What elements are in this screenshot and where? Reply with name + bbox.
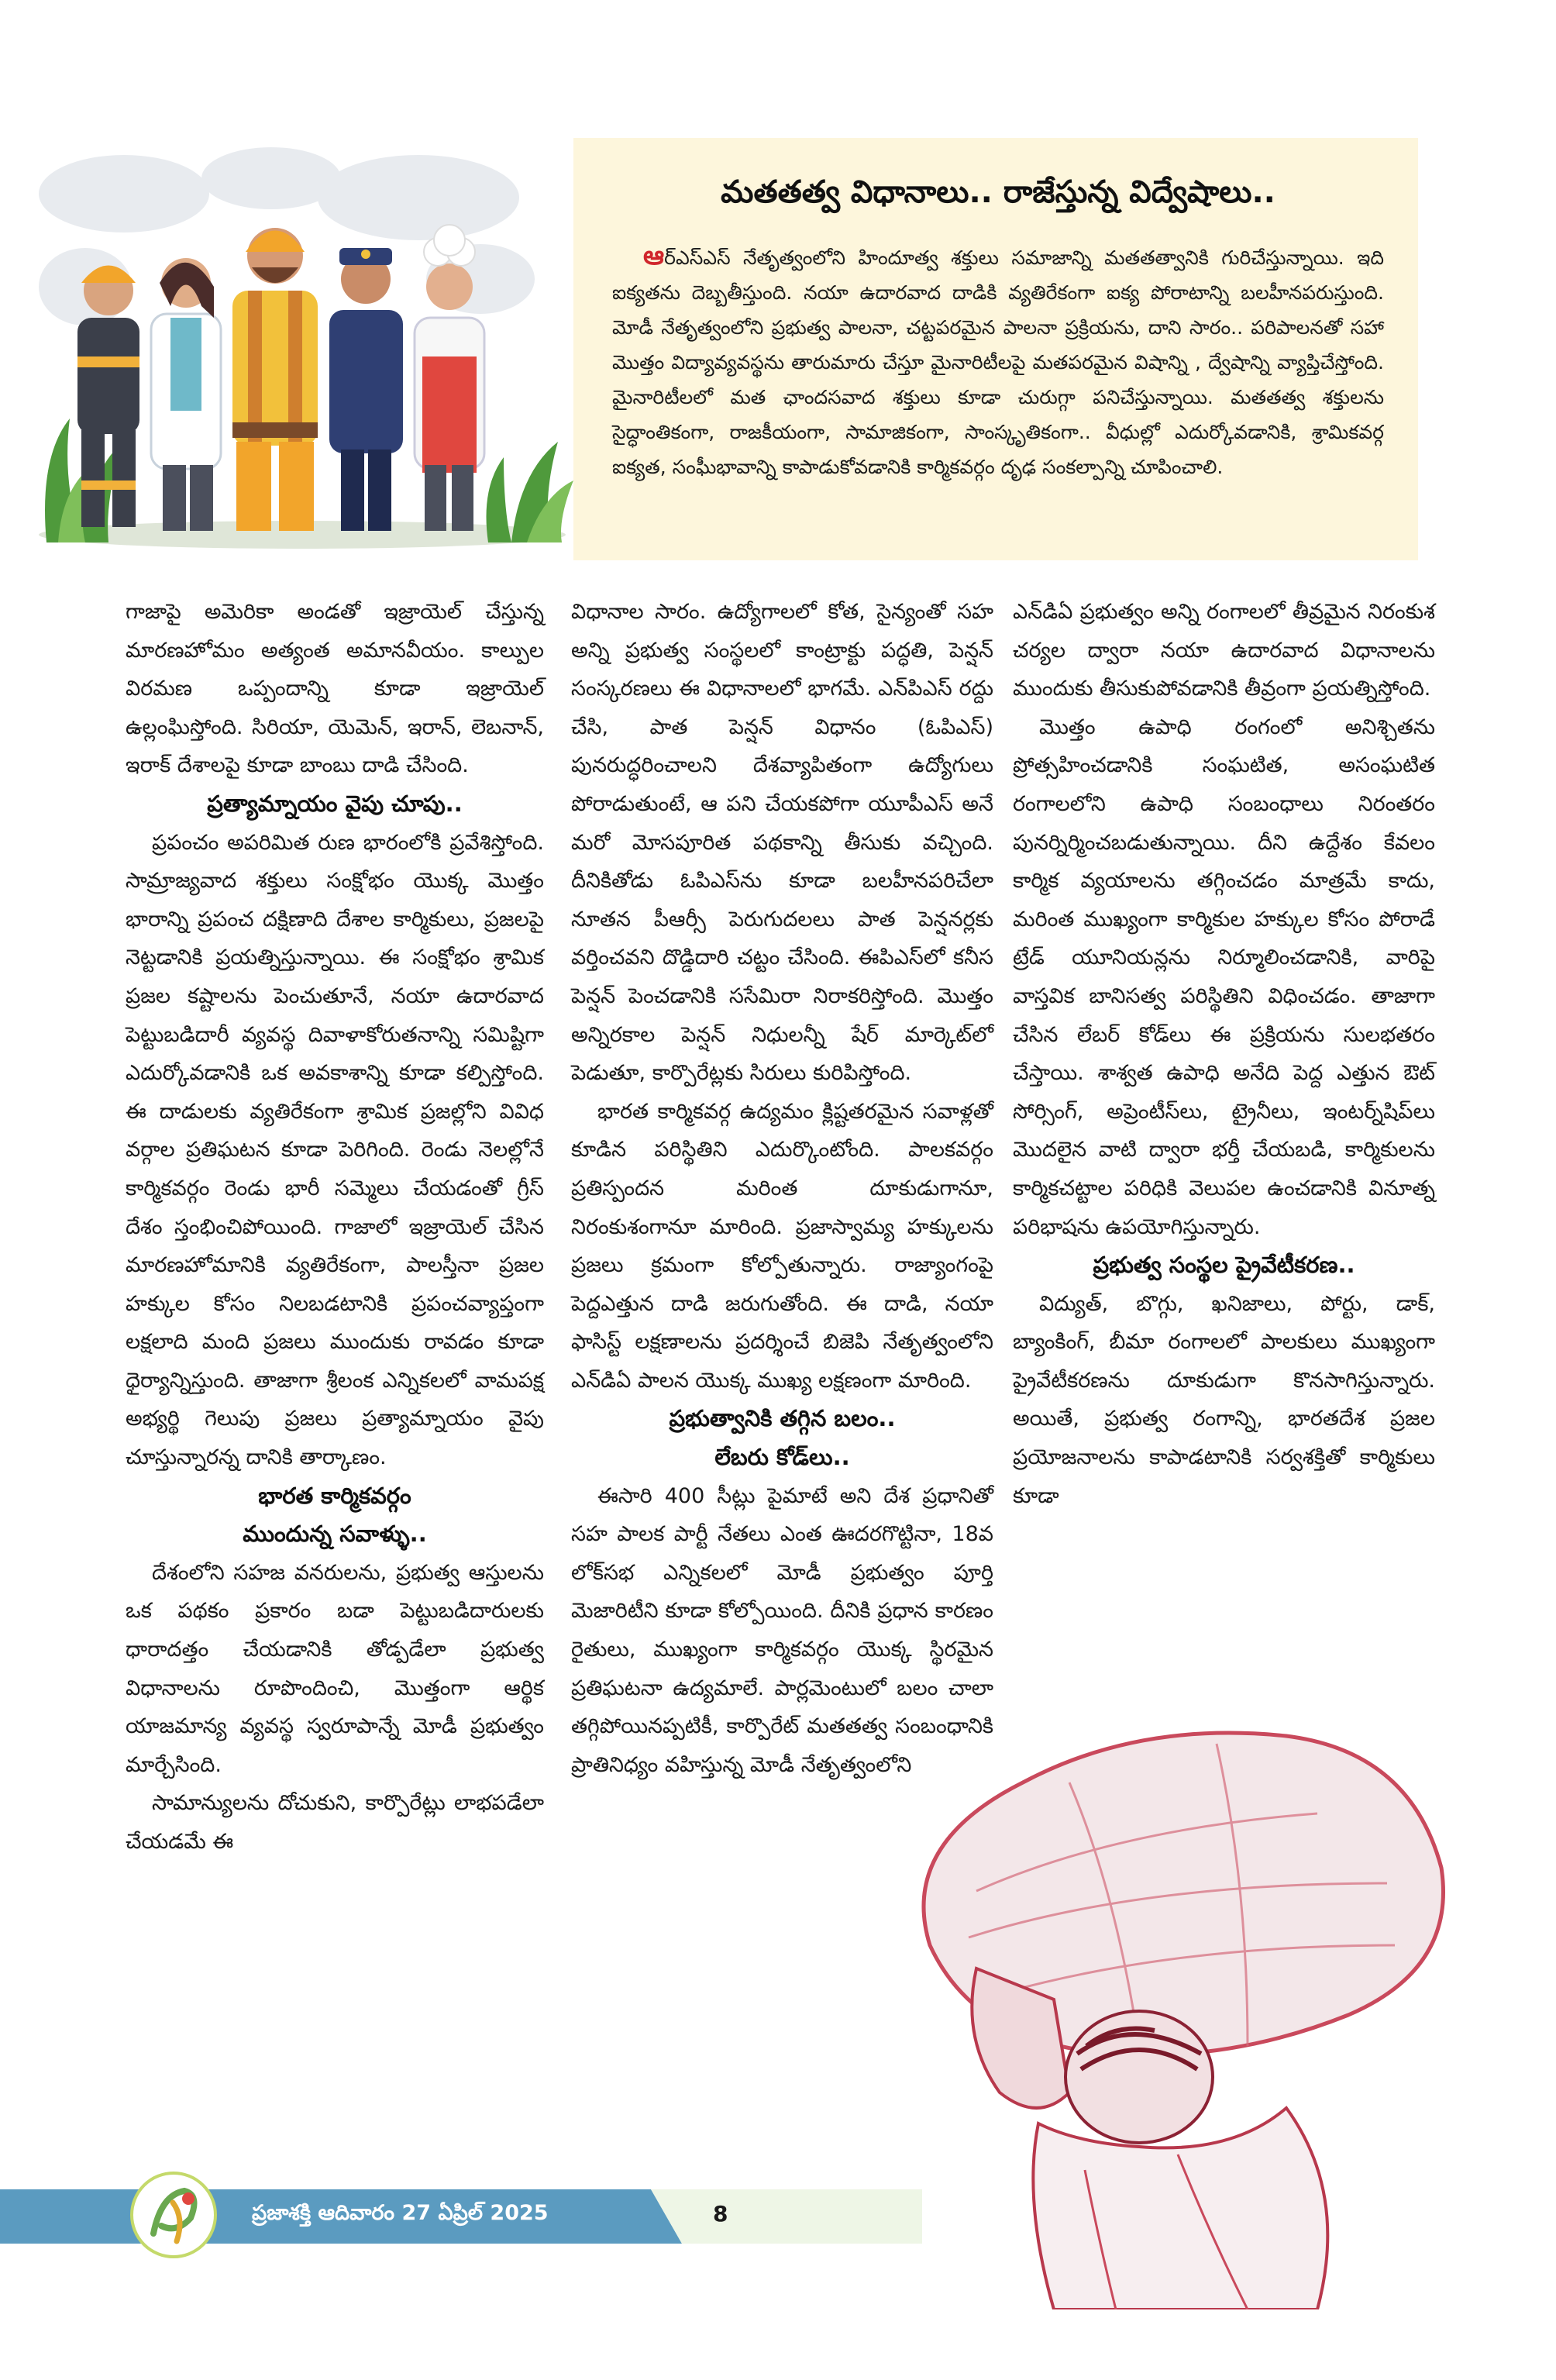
subheading: లేబరు కోడ్‌లు..: [714, 1444, 850, 1471]
article-column-3: [1013, 593, 1435, 1515]
article-column-1: [126, 593, 544, 1862]
paragraph: మొత్తం ఉపాధి రంగంలో అనిశ్చితను ప్రోత్సహించడానికి సంఘటిత, అసంఘటిత రంగాలలోని ఉపాధి సంబంధాలు నిరంతరం పునర్నిర్మించబడుతున్నాయి. దీని ఉద్దేశం కేవలం కార్మిక వ్యయాలను తగ్గించడం మాత్రమే కాదు, మరింత ముఖ్యంగా కార్మికుల హక్కుల కోసం పోరాడే ట్రేడ్‌ యూనియన్లను నిర్మూలించడానికి, వారిపై వాస్తవిక బానిసత్వ పరిస్థితిని విధించడం. తాజాగా చేసిన లేబర్‌ కోడ్‌లు ఈ ప్రక్రియను సులభతరం చేస్తాయి. శాశ్వత ఉపాధి అనేది పెద్ద ఎత్తున ఔట్‌ సోర్సింగ్‌, అప్రెంటీస్‌లు, ట్రైనీలు, ఇంటర్న్‌షిప్‌లు మొదలైన వాటి ద్వారా భర్తీ చేయబడి, కార్మికులను కార్మికచట్టాల పరిధికి వెలుపల ఉంచడానికి వినూత్న పరిభాషను ఉపయోగిస్తున్నారు.: [1013, 715, 1435, 1239]
workers-illustration: [15, 124, 581, 558]
paragraph: దేశంలోని సహజ వనరులను, ప్రభుత్వ ఆస్తులను ఒక పథకం ప్రకారం బడా పెట్టుబడిదారులకు ధారాదత్తం చేయడానికి తోడ్పడేలా ప్రభుత్వ విధానాలను రూపొందించి, మొత్తంగా ఆర్థిక యాజమాన్య వ్యవస్థ స్వరూపాన్నే మోడీ ప్రభుత్వం మార్చేసింది.: [126, 1560, 544, 1777]
highlight-title: మతతత్వ విధానాలు.. రాజేస్తున్న విద్వేషాలు..: [721, 174, 1275, 210]
paragraph: గాజాపై అమెరికా అండతో ఇజ్రాయెల్‌ చేస్తున్న మారణహోమం అత్యంత అమానవీయం. కాల్పుల విరమణ ఒప్పందాన్ని కూడా ఇజ్రాయెల్‌ ఉల్లంఘిస్తోంది. సిరియా, యెమెన్‌, ఇరాన్‌, లెబనాన్‌, ఇరాక్‌ దేశాలపై కూడా బాంబు దాడి చేసింది.: [126, 600, 544, 778]
subheading: ముందున్న సవాళ్ళు..: [243, 1521, 427, 1548]
paragraph: ఈసారి 400 సీట్లు పైమాటే అని దేశ ప్రధానితో సహ పాలక పార్టీ నేతలు ఎంత ఊదరగొట్టినా, 18వ లోక్‌సభ ఎన్నికలలో మోడీ ప్రభుత్వం పూర్తి మెజారిటీని కూడా కోల్పోయింది. దీనికి ప్రధాన కారణం రైతులు, ముఖ్యంగా కార్మికవర్గం యొక్క స్థిరమైన ప్రతిఘటనా ఉద్యమాలే. పార్లమెంటులో బలం చాలా తగ్గిపోయినప్పటికీ, కార్పొరేట్‌ మతతత్వ సంబంధానికి ప్రాతినిధ్యం వహిస్తున్న మోడీ నేతృత్వంలోని: [571, 1483, 993, 1777]
highlight-box: [573, 138, 1418, 560]
subheading: ప్రత్యామ్నాయం వైపు చూపు..: [207, 790, 463, 817]
paragraph: ప్రపంచం అపరిమిత రుణ భారంలోకి ప్రవేశిస్తోంది. సామ్రాజ్యవాద శక్తులు సంక్షోభం యొక్క మొత్తం భారాన్ని ప్రపంచ దక్షిణాది దేశాల కార్మికులు, ప్రజలపై నెట్టడానికి ప్రయత్నిస్తున్నాయి. ఈ సంక్షోభం శ్రామిక ప్రజల కష్టాలను పెంచుతూనే, నయా ఉదారవాద పెట్టుబడిదారీ వ్యవస్థ దివాళాకోరుతనాన్ని సమిష్టిగా ఎదుర్కోవడానికి ఒక అవకాశాన్ని కూడా కల్పిస్తోంది. ఈ దాడులకు వ్యతిరేకంగా శ్రామిక ప్రజల్లోని వివిధ వర్గాల ప్రతిఘటన కూడా పెరిగింది. రెండు నెలల్లోనే కార్మికవర్గం రెండు భారీ సమ్మెలు చేయడంతో గ్రీస్‌ దేశం స్తంభించిపోయింది. గాజాలో ఇజ్రాయెల్‌ చేసిన మారణహోమానికి వ్యతిరేకంగా, పాలస్తీనా ప్రజల హక్కుల కోసం నిలబడటానికి ప్రపంచవ్యాప్తంగా లక్షలాది మంది ప్రజలు ముందుకు రావడం కూడా ధైర్యాన్నిస్తుంది. తాజాగా శ్రీలంక ఎన్నికలలో వామపక్ష అభ్యర్థి గెలుపు ప్రజలు ప్రత్యామ్నాయం వైపు చూస్తున్నారన్న దానికి తార్కాణం.: [126, 830, 544, 1470]
paragraph: ఎన్‌డిఏ ప్రభుత్వం అన్ని రంగాలలో తీవ్రమైన నిరంకుశ చర్యల ద్వారా నయా ఉదారవాద విధానాలను ముందుకు తీసుకుపోవడానికి తీవ్రంగా ప్రయత్నిస్తోంది.: [1013, 600, 1435, 701]
highlight-body: ర్‌ఎస్‌ఎస్‌ నేతృత్వంలోని హిందూత్వ శక్తులు సమాజాన్ని మతతత్వానికి గురిచేస్తున్నాయి. ఇది ఐక్యతను దెబ్బతీస్తుంది. నయా ఉదారవాద దాడికి వ్యతిరేకంగా ఐక్య పోరాటాన్ని బలహీనపరుస్తుంది. మోడీ నేతృత్వంలోని ప్రభుత్వ పాలనా, చట్టపరమైన పాలనా ప్రక్రియను, దాని సారం.. పరిపాలనతో సహా మొత్తం విద్యావ్యవస్థను తారుమారు చేస్తూ మైనారిటీలపై మతపరమైన విషాన్ని , ద్వేషాన్ని వ్యాప్తిచేస్తోంది. మైనారిటీలలో మత ఛాందసవాద శక్తులు కూడా చురుగ్గా పనిచేస్తున్నాయి. మతతత్వ శక్తులను సైద్ధాంతికంగా, రాజకీయంగా, సామాజికంగా, సాంస్కృతికంగా.. వీధుల్లో ఎదుర్కోవడానికి, శ్రామికవర్గ ఐక్యత, సంఘీభావాన్ని కాపాడుకోవడానికి కార్మికవర్గం దృఢ సంకల్పాన్ని చూపించాలి.: [612, 246, 1384, 478]
page-number: 8: [713, 2201, 728, 2227]
paragraph: భారత కార్మికవర్గ ఉద్యమం క్లిష్టతరమైన సవాళ్లతో కూడిన పరిస్థితిని ఎదుర్కొంటోంది. పాలకవర్గం ప్రతిస్పందన మరింత దూకుడుగానూ, నిరంకుశంగానూ మారింది. ప్రజాస్వామ్య హక్కులను ప్రజలు క్రమంగా కోల్పోతున్నారు. రాజ్యాంగంపై పెద్దఎత్తున దాడి జరుగుతోంది. ఈ దాడి, నయా ఫాసిస్ట్‌ లక్షణాలను ప్రదర్శించే బిజెపి నేతృత్వంలోని ఎన్‌డిఏ పాలన యొక్క ముఖ్య లక్షణంగా మారింది.: [571, 1099, 993, 1393]
subheading: ప్రభుత్వ సంస్థల ప్రైవేటీకరణ..: [1093, 1252, 1355, 1279]
prajasakti-logo-icon: [130, 2172, 217, 2258]
subheading: ప్రభుత్వానికి తగ్గిన బలం..: [669, 1405, 896, 1432]
highlight-dropcap: ఆ: [643, 240, 665, 271]
paragraph: విధానాల సారం. ఉద్యోగాలలో కోత, సైన్యంతో సహ అన్ని ప్రభుత్వ సంస్థలలో కాంట్రాక్టు పద్ధతి, పెన్షన్‌ సంస్కరణలు ఈ విధానాలలో భాగమే. ఎన్‌పిఎస్‌ రద్దు చేసి, పాత పెన్షన్‌ విధానం (ఓపిఎస్‌) పునరుద్ధరించాలని దేశవ్యాపితంగా ఉద్యోగులు పోరాడుతుంటే, ఆ పని చేయకపోగా యూపీఎస్‌ అనే మరో మోసపూరిత పథకాన్ని తీసుకు వచ్చింది. దీనికితోడు ఓపిఎస్‌ను కూడా బలహీనపరిచేలా నూతన పీఆర్సీ పెరుగుదలలు పాత పెన్షనర్లకు వర్తించవని దొడ్డిదారి చట్టం చేసింది. ఈపిఎస్‌లో కనీస పెన్షన్‌ పెంచడానికి ససేమిరా నిరాకరిస్తోంది. మొత్తం అన్నిరకాల పెన్షన్‌ నిధులన్నీ షేర్‌ మార్కెట్‌లో పెడుతూ, కార్పొరేట్లకు సిరులు కురిపిస్తోంది.: [571, 600, 993, 1086]
labourer-illustration: [883, 1689, 1472, 2309]
subheading: భారత కార్మికవర్గం: [258, 1482, 411, 1509]
article-column-2: [571, 593, 993, 1784]
paragraph: విద్యుత్‌, బొగ్గు, ఖనిజాలు, పోర్టు, డాక్‌, బ్యాంకింగ్‌, బీమా రంగాలలో పాలకులు ముఖ్యంగా ప్రైవేటీకరణను దూకుడుగా కొనసాగిస్తున్నారు. అయితే, ప్రభుత్వ రంగాన్ని, భారతదేశ ప్రజల ప్రయోజనాలను కాపాడటానికి సర్వశక్తితో కార్మికులు కూడా: [1013, 1291, 1435, 1508]
publication-date: ప్రజాశక్తి ఆదివారం 27 ఏప్రిల్‌ 2025: [252, 2201, 549, 2225]
highlight-text: [612, 239, 1384, 484]
paragraph: సామాన్యులను దోచుకుని, కార్పొరేట్లు లాభపడేలా చేయడమే ఈ: [126, 1791, 544, 1854]
